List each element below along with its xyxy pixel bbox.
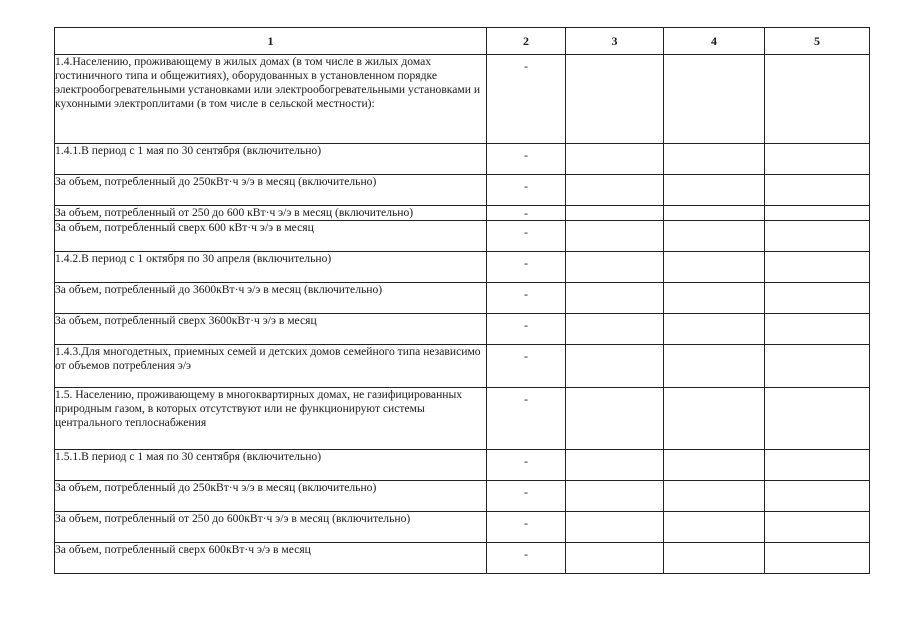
dash-value: - [524, 392, 528, 406]
row-cell-col-4 [664, 283, 765, 314]
row-cell-col-5 [765, 252, 870, 283]
row-description: За объем, потребленный до 250кВт·ч э/э в месяц (включительно) [55, 175, 487, 206]
row-description: За объем, потребленный сверх 3600кВт·ч э/э в месяц [55, 314, 487, 345]
row-value-col-2 [487, 314, 566, 345]
dash-value: - [524, 206, 528, 220]
table-row [55, 388, 870, 450]
row-value-col-2 [487, 481, 566, 512]
row-cell-col-4 [664, 450, 765, 481]
header-col-3: 3 [566, 28, 664, 55]
table-header-row [55, 28, 870, 55]
row-cell-col-3 [566, 314, 664, 345]
row-description: За объем, потребленный от 250 до 600 кВт·ч э/э в месяц (включительно) [55, 206, 487, 221]
row-cell-col-5 [765, 543, 870, 574]
row-cell-col-4 [664, 144, 765, 175]
row-cell-col-3 [566, 144, 664, 175]
row-value-col-2 [487, 450, 566, 481]
row-value-col-2 [487, 55, 566, 144]
row-value-col-2 [487, 252, 566, 283]
row-cell-col-4 [664, 543, 765, 574]
table-row [55, 221, 870, 252]
dash-value: - [524, 59, 528, 73]
row-description: 1.4.2.В период с 1 октября по 30 апреля (включительно) [55, 252, 487, 283]
row-description: За объем, потребленный от 250 до 600кВт·ч э/э в месяц (включительно) [55, 512, 487, 543]
dash-value: - [524, 485, 528, 499]
row-description: 1.4.3.Для многодетных, приемных семей и детских домов семейного типа независимо от объемов потребления э/э [55, 345, 487, 388]
row-cell-col-5 [765, 345, 870, 388]
row-cell-col-5 [765, 388, 870, 450]
table-row [55, 206, 870, 221]
row-cell-col-4 [664, 388, 765, 450]
table-row [55, 512, 870, 543]
row-cell-col-3 [566, 283, 664, 314]
dash-value: - [524, 349, 528, 363]
table-row [55, 283, 870, 314]
row-cell-col-5 [765, 512, 870, 543]
row-description: За объем, потребленный до 250кВт·ч э/э в месяц (включительно) [55, 481, 487, 512]
table-row [55, 314, 870, 345]
row-cell-col-5 [765, 450, 870, 481]
row-cell-col-5 [765, 481, 870, 512]
row-cell-col-3 [566, 512, 664, 543]
dash-value: - [524, 547, 528, 561]
row-cell-col-4 [664, 481, 765, 512]
row-cell-col-5 [765, 283, 870, 314]
row-cell-col-4 [664, 55, 765, 144]
table-row [55, 55, 870, 144]
row-cell-col-3 [566, 450, 664, 481]
row-cell-col-5 [765, 144, 870, 175]
dash-value: - [524, 225, 528, 239]
row-description: За объем, потребленный сверх 600 кВт·ч э/э в месяц [55, 221, 487, 252]
row-cell-col-4 [664, 252, 765, 283]
table-row [55, 450, 870, 481]
table-row [55, 252, 870, 283]
row-value-col-2 [487, 175, 566, 206]
row-description: 1.4.Населению, проживающему в жилых домах (в том числе в жилых домах гостиничного типа и общежитиях), оборудованных в установленном порядке электрообогревательными установками или электрообогревательными установками и кухонными электроплитами (в том числе в сельской местности): [55, 55, 487, 144]
dash-value: - [524, 318, 528, 332]
row-description: 1.5. Населению, проживающему в многоквартирных домах, не газифицированных природным газом, в которых отсутствуют или не функционируют системы центрального теплоснабжения [55, 388, 487, 450]
row-value-col-2 [487, 388, 566, 450]
header-col-4: 4 [664, 28, 765, 55]
table-row [55, 481, 870, 512]
row-value-col-2 [487, 206, 566, 221]
row-cell-col-5 [765, 206, 870, 221]
row-value-col-2 [487, 345, 566, 388]
row-cell-col-3 [566, 388, 664, 450]
row-cell-col-5 [765, 314, 870, 345]
table-row [55, 175, 870, 206]
row-cell-col-4 [664, 221, 765, 252]
row-description: За объем, потребленный до 3600кВт·ч э/э в месяц (включительно) [55, 283, 487, 314]
table-row [55, 345, 870, 388]
row-cell-col-4 [664, 206, 765, 221]
header-col-1: 1 [55, 28, 487, 55]
row-description: 1.5.1.В период с 1 мая по 30 сентября (включительно) [55, 450, 487, 481]
dash-value: - [524, 148, 528, 162]
row-cell-col-4 [664, 512, 765, 543]
tariff-table [54, 27, 870, 574]
dash-value: - [524, 454, 528, 468]
row-cell-col-3 [566, 481, 664, 512]
table-row [55, 543, 870, 574]
header-col-2: 2 [487, 28, 566, 55]
row-description: 1.4.1.В период с 1 мая по 30 сентября (включительно) [55, 144, 487, 175]
dash-value: - [524, 256, 528, 270]
row-cell-col-4 [664, 314, 765, 345]
row-value-col-2 [487, 144, 566, 175]
row-cell-col-3 [566, 221, 664, 252]
row-cell-col-5 [765, 55, 870, 144]
dash-value: - [524, 516, 528, 530]
row-cell-col-3 [566, 543, 664, 574]
row-value-col-2 [487, 283, 566, 314]
row-cell-col-5 [765, 175, 870, 206]
row-description: За объем, потребленный сверх 600кВт·ч э/э в месяц [55, 543, 487, 574]
row-value-col-2 [487, 543, 566, 574]
header-col-5: 5 [765, 28, 870, 55]
row-cell-col-3 [566, 55, 664, 144]
row-value-col-2 [487, 221, 566, 252]
row-cell-col-4 [664, 175, 765, 206]
row-cell-col-3 [566, 175, 664, 206]
table-row [55, 144, 870, 175]
row-value-col-2 [487, 512, 566, 543]
dash-value: - [524, 287, 528, 301]
row-cell-col-3 [566, 206, 664, 221]
row-cell-col-4 [664, 345, 765, 388]
row-cell-col-3 [566, 345, 664, 388]
row-cell-col-3 [566, 252, 664, 283]
row-cell-col-5 [765, 221, 870, 252]
tariff-document [54, 27, 869, 574]
dash-value: - [524, 179, 528, 193]
